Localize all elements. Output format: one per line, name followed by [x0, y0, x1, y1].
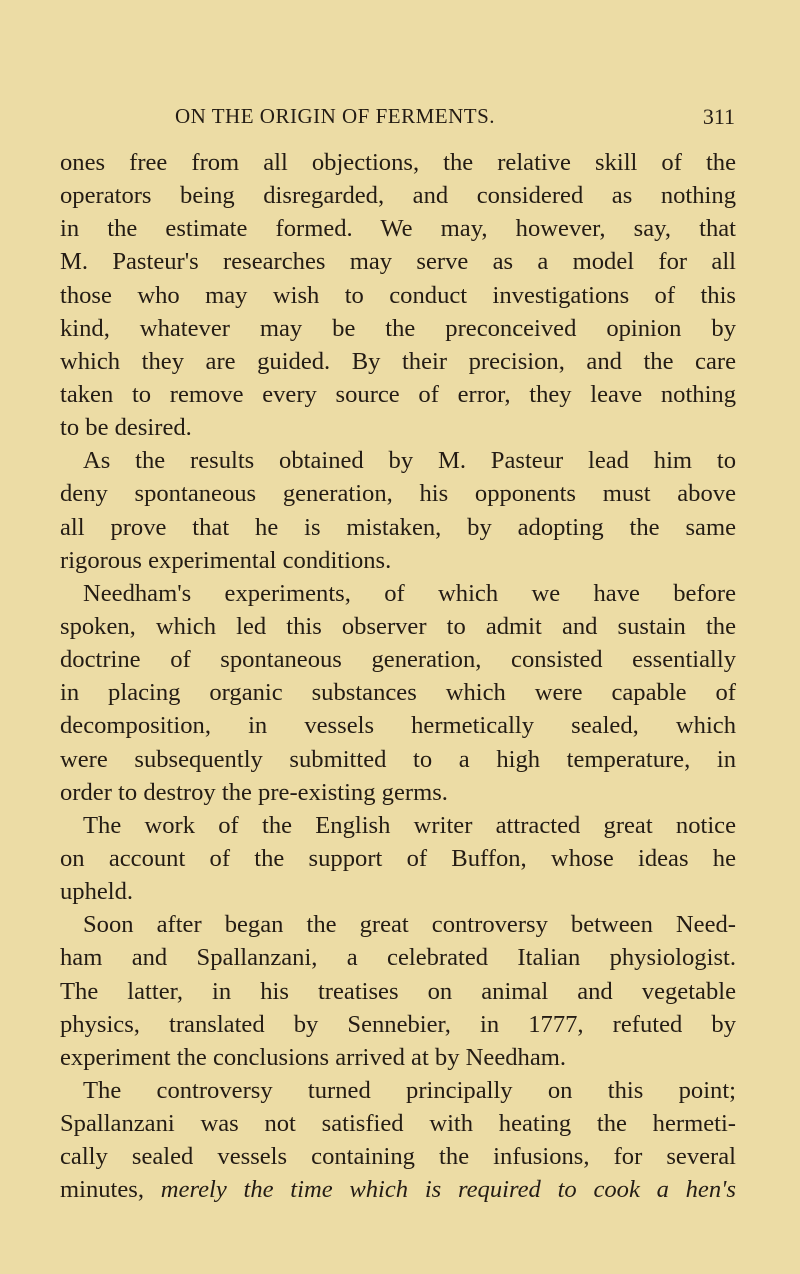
text-line: decomposition, in vessels hermetically sealed, which	[60, 712, 736, 740]
text-line: ham and Spallanzani, a celebrated Italian physiologist.	[60, 944, 736, 972]
text-line: on account of the support of Buffon, whose ideas he	[60, 844, 736, 872]
running-title: ON THE ORIGIN OF FERMENTS.	[175, 104, 496, 128]
text-line: physics, translated by Sennebier, in 1777, refuted by	[60, 1010, 736, 1038]
text-line: upheld.	[60, 878, 134, 906]
text-line: As the results obtained by M. Pasteur lead him to	[83, 447, 736, 475]
text-line: in placing organic substances which were capable of	[60, 679, 736, 707]
text-line-final	[60, 1173, 736, 1206]
text-line: operators being disregarded, and considered as nothing	[60, 182, 736, 210]
final-line-italic: merely the time which is required to cook a hen's	[160, 1176, 736, 1204]
text-line: spoken, which led this observer to admit and sustain the	[60, 612, 736, 640]
text-line: kind, whatever may be the preconceived opinion by	[60, 314, 736, 342]
text-line: ones free from all objections, the relative skill of the	[60, 149, 736, 176]
text-line: taken to remove every source of error, they leave nothing	[60, 380, 736, 408]
text-line: The latter, in his treatises on animal and vegetable	[60, 977, 736, 1005]
final-line-roman: minutes,	[60, 1176, 145, 1204]
text-line: deny spontaneous generation, his opponents must above	[60, 480, 736, 508]
text-line: Soon after began the great controversy between Need-	[83, 911, 736, 939]
text-line: M. Pasteur's researches may serve as a model for all	[60, 248, 736, 276]
text-line: all prove that he is mistaken, by adopting the same	[60, 513, 736, 541]
page-header	[175, 104, 735, 136]
body-text	[60, 146, 736, 1207]
text-line: Needham's experiments, of which we have before	[83, 579, 736, 607]
text-line: rigorous experimental conditions.	[60, 546, 392, 574]
text-line: doctrine of spontaneous generation, consisted essentially	[60, 646, 736, 674]
text-line: those who may wish to conduct investigations of this	[60, 281, 736, 309]
text-line: cally sealed vessels containing the infusions, for several	[60, 1143, 736, 1171]
text-line: to be desired.	[60, 414, 192, 442]
text-line: Spallanzani was not satisfied with heating the hermeti-	[60, 1110, 736, 1138]
text-line: The controversy turned principally on this point;	[83, 1076, 736, 1104]
text-line: were subsequently submitted to a high temperature, in	[60, 745, 736, 773]
text-line: in the estimate formed. We may, however, say, that	[60, 215, 736, 243]
text-line: experiment the conclusions arrived at by Needham.	[60, 1043, 567, 1071]
text-line: which they are guided. By their precision, and the care	[60, 347, 736, 375]
page-number: 311	[702, 104, 735, 129]
text-line: order to destroy the pre-existing germs.	[60, 778, 448, 806]
text-line: The work of the English writer attracted great notice	[83, 811, 736, 839]
